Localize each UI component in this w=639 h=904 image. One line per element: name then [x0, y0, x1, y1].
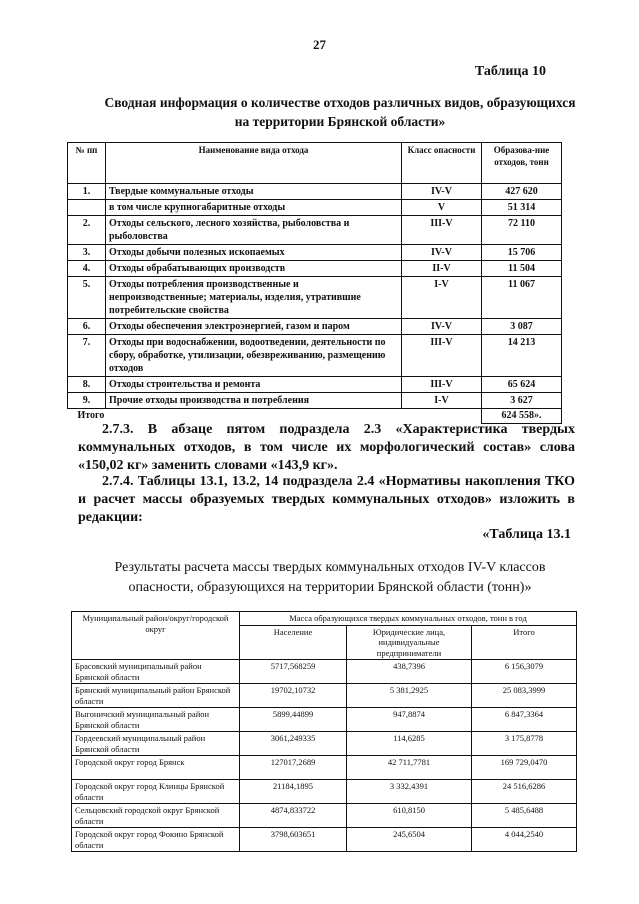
table131-cell-total: 25 083,3999: [472, 684, 577, 708]
table131-label: «Таблица 13.1: [482, 527, 571, 542]
table131-cell-district: Городской округ город Фокино Брянской области: [72, 828, 240, 852]
table10-row: [68, 216, 562, 245]
table131-cell-legal: 610,8150: [347, 804, 472, 828]
table10-cell-amount: 14 213: [482, 335, 562, 377]
table10-cell-name: Отходы потребления производственные и непроизводственные; материалы, изделия, утратившие потребительские свойства: [106, 277, 402, 319]
table10-row: [68, 319, 562, 335]
table131-title-line2: опасности, образующихся на территории Брянской области (тонн)»: [128, 580, 532, 595]
table131-cell-total: 5 485,6488: [472, 804, 577, 828]
table10-cell-class: II-V: [402, 261, 482, 277]
table131-cell-district: Городской округ город Клинцы Брянской области: [72, 780, 240, 804]
table131-cell-district: Брянский муниципальный район Брянской области: [72, 684, 240, 708]
table131-cell-total: 4 044,2540: [472, 828, 577, 852]
table10-row: [68, 261, 562, 277]
table10-cell-class: III-V: [402, 377, 482, 393]
table131-row: [72, 732, 577, 756]
table10-title: [60, 93, 620, 131]
table131-cell-population: 21184,1895: [240, 780, 347, 804]
paragraph-2-7-4-text: 2.7.4. Таблицы 13.1, 13.2, 14 подраздела 2.4 «Нормативы накопления ТКО и расчет массы образуемых твердых коммунальных отходов» изложить в редакции:: [78, 474, 575, 525]
table131-cell-legal: 947,8874: [347, 708, 472, 732]
table10-title-line1: Сводная информация о количестве отходов различных видов, образующихся: [104, 95, 576, 110]
table131-cell-total: 6 847,3364: [472, 708, 577, 732]
table131-header-legal: Юридические лица, индивидуальные предприниматели: [347, 625, 472, 660]
table131-row: [72, 780, 577, 804]
table10-row: [68, 393, 562, 409]
table10-cell-num: 1.: [68, 184, 106, 200]
table10-cell-name: Отходы добычи полезных ископаемых: [106, 245, 402, 261]
table10-cell-amount: 427 620: [482, 184, 562, 200]
table10-cell-name: Отходы обрабатывающих производств: [106, 261, 402, 277]
table131-cell-population: 3061,249335: [240, 732, 347, 756]
table10-cell-amount: 3 627: [482, 393, 562, 409]
table10-cell-class: V: [402, 200, 482, 216]
table10-cell-amount: 11 067: [482, 277, 562, 319]
table10-cell-amount: 65 624: [482, 377, 562, 393]
table131-cell-district: Городской округ город Брянск: [72, 756, 240, 780]
table131-cell-population: 127017,2689: [240, 756, 347, 780]
table10-cell-amount: 51 314: [482, 200, 562, 216]
table131-cell-legal: 114,6285: [347, 732, 472, 756]
table10-cell-name: Отходы обеспечения электроэнергией, газом и паром: [106, 319, 402, 335]
table10-cell-class: IV-V: [402, 184, 482, 200]
table10-row: [68, 184, 562, 200]
table131-row: [72, 828, 577, 852]
table131-row: [72, 756, 577, 780]
table131-row: [72, 684, 577, 708]
table10-cell-num: 8.: [68, 377, 106, 393]
table10-cell-num: 4.: [68, 261, 106, 277]
table131-title: [70, 558, 590, 598]
table131-header-mass: Масса образующихся твердых коммунальных отходов, тонн в год: [240, 612, 577, 626]
table131-title-line1: Результаты расчета массы твердых коммунальных отходов IV-V классов: [114, 560, 546, 575]
table10-header-amount: Образова-ние отходов, тонн: [482, 143, 562, 184]
table10-cell-num: [68, 200, 106, 216]
paragraph-2-7-4: [78, 473, 575, 527]
table131-cell-district: Сельцовский городской округ Брянской области: [72, 804, 240, 828]
table10-title-line2: на территории Брянской области»: [234, 114, 446, 129]
table10-cell-class: IV-V: [402, 245, 482, 261]
paragraph-2-7-3-text: 2.7.3. В абзаце пятом подраздела 2.3 «Характеристика твердых коммунальных отходов, в том числе их морфологический состав» слова «150,02 кг» заменить словами «143,9 кг».: [78, 422, 575, 473]
table10-cell-class: I-V: [402, 393, 482, 409]
table10-cell-name: в том числе крупногабаритные отходы: [106, 200, 402, 216]
table10-cell-class: III-V: [402, 216, 482, 245]
table10-cell-amount: 3 087: [482, 319, 562, 335]
table131-cell-district: Брасовский муниципальный район Брянской области: [72, 660, 240, 684]
table10-cell-name: Отходы сельского, лесного хозяйства, рыболовства и рыболовства: [106, 216, 402, 245]
table131-row: [72, 804, 577, 828]
table10-cell-num: 3.: [68, 245, 106, 261]
table10-cell-num: 9.: [68, 393, 106, 409]
table131-cell-population: 19702,10732: [240, 684, 347, 708]
table131-cell-population: 5717,568259: [240, 660, 347, 684]
table10: [67, 142, 562, 424]
table10-header-row: [68, 143, 562, 184]
table10-cell-num: 6.: [68, 319, 106, 335]
table10-header-num: № пп: [68, 143, 106, 184]
table131-cell-legal: 245,6504: [347, 828, 472, 852]
table10-cell-num: 7.: [68, 335, 106, 377]
page-number: 27: [313, 37, 326, 52]
table131-cell-total: 6 156,3079: [472, 660, 577, 684]
table131-cell-total: 169 729,0470: [472, 756, 577, 780]
table131-cell-district: Выгоничский муниципальный район Брянской области: [72, 708, 240, 732]
table131-cell-district: Гордеевский муниципальный район Брянской области: [72, 732, 240, 756]
table10-cell-name: Прочие отходы производства и потребления: [106, 393, 402, 409]
table10-cell-amount: 11 504: [482, 261, 562, 277]
table10-cell-class: I-V: [402, 277, 482, 319]
table10-cell-num: 5.: [68, 277, 106, 319]
table131-row: [72, 708, 577, 732]
table131-cell-population: 4874,833722: [240, 804, 347, 828]
table10-cell-num: 2.: [68, 216, 106, 245]
table131-header-district: Муниципальный район/округ/городской округ: [72, 612, 240, 660]
table10-row: [68, 277, 562, 319]
table10-cell-amount: 15 706: [482, 245, 562, 261]
table10-row: [68, 245, 562, 261]
table10-cell-name: Отходы при водоснабжении, водоотведении, деятельности по сбору, обработке, утилизации, обезвреживанию, размещению отходов: [106, 335, 402, 377]
table131-cell-legal: 5 381,2925: [347, 684, 472, 708]
table131-cell-population: 5899,44899: [240, 708, 347, 732]
table10-cell-name: Твердые коммунальные отходы: [106, 184, 402, 200]
table131-cell-legal: 438,7396: [347, 660, 472, 684]
table10-total-label: Итого: [77, 410, 105, 421]
table131-header-row1: [72, 612, 577, 626]
table10-total-value: 624 558».: [482, 409, 562, 424]
table131-header-total: Итого: [472, 625, 577, 660]
table10-cell-class: III-V: [402, 335, 482, 377]
table10-cell-amount: 72 110: [482, 216, 562, 245]
table131-header-population: Население: [240, 625, 347, 660]
table10-row: [68, 200, 562, 216]
table10-row: [68, 335, 562, 377]
table10-label: Таблица 10: [474, 64, 546, 79]
table131-cell-population: 3798,603651: [240, 828, 347, 852]
table131-row: [72, 660, 577, 684]
table131-cell-legal: 3 332,4391: [347, 780, 472, 804]
paragraph-2-7-3: [78, 421, 575, 475]
table10-header-name: Наименование вида отхода: [106, 143, 402, 184]
table10-cell-name: Отходы строительства и ремонта: [106, 377, 402, 393]
table131-cell-total: 3 175,8778: [472, 732, 577, 756]
table131-cell-legal: 42 711,7781: [347, 756, 472, 780]
table10-row: [68, 377, 562, 393]
table10-header-class: Класс опасности: [402, 143, 482, 184]
table131-cell-total: 24 516,6286: [472, 780, 577, 804]
table10-cell-class: IV-V: [402, 319, 482, 335]
table131: [71, 611, 577, 852]
